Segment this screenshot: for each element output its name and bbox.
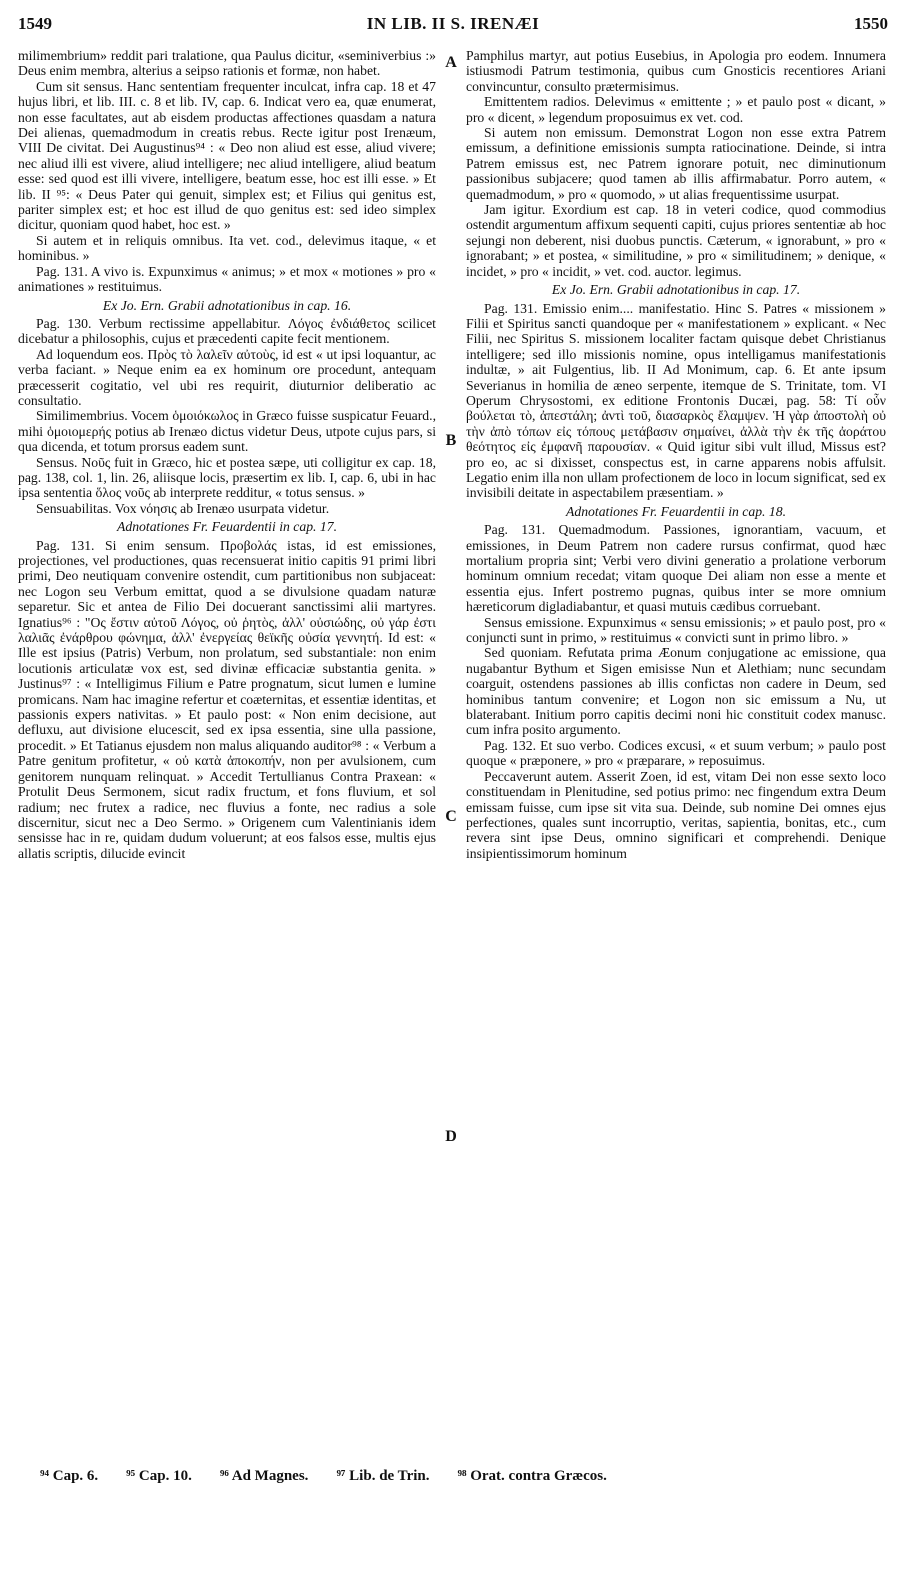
footnotes: [40, 1468, 888, 1485]
left-column-paragraph: Similimembrius. Vocem ὁμοιόκωλος in Græco fuisse suspicatur Feuard., mihi ὁμοιομερής potius ab Irenæo dictus videtur Deus, utpote cujus pars, si qua dicenda, et totum prorsus eadem sunt.: [18, 408, 436, 455]
left-column-paragraph: Adnotationes Fr. Feuardentii in cap. 17.: [117, 519, 337, 535]
footnote: ⁹⁵ Cap. 10.: [126, 1468, 192, 1484]
right-column-paragraph: Peccaverunt autem. Asserit Zoen, id est, vitam Dei non esse sexto loco constituendam in Plenitudine, sed potius primo: nec fingendum extra Deum emissam fuisse, cum ipse sit vita sua. Deinde, sub nomine Dei omnes ejus perfectiones, quales sunt incorruptio, veritas, sapientia, bonitas, etc., cum revera sint ipse Deus, omnino significari et comprehendi. Denique insipientissimorum hominum: [466, 768, 886, 861]
margin-letter-c: C: [445, 808, 457, 825]
margin-letter-a: A: [445, 54, 457, 71]
left-column-paragraph: Pag. 131. Si enim sensum. Προβολάς istas, id est emissiones, projectiones, vel productiones, quas recensuerat initio capitis 91 primi libri primi, Deo neutiquam convenire ostendit, cum partitionibus non subjaceat: nec Logon seu Verbum emittat, quod a se divulsione quadam naturæ separetur. Sic et antea de Filio Dei docuerant sanctissimi alii martyres. Ignatius⁹⁶ : "Ος ἔστιν αὐτοῦ Λόγος, οὐ ῥητὸς, ἀλλ' οὐσιώδης, οὐ γάρ ἐστι λαλιᾶς ἐνάρθρου φώνημα, ἀλλ' ἐνεργείας θεϊκῆς οὐσία γεννητή. Id est: « Ille est ipsius (Patris) Verbum, non prolatum, sed substantiale: non enim locutionis articulatæ vox est, sed divinæ efficaciæ substantia genita. » Justinus⁹⁷ : « Intelligimus Filium e Patre prognatum, sicut lumen e lumine promicans. Nam hac imagine refertur et coæternitas, et essentiæ identitas, et passionis expers nativitas. » Et paulo post: « Non enim decisione, aut defluxu, aut divisione elucescit, sed ex ipsa essentia, sine ulla passione, procedit. » Et Tatianus ejusdem non malus aliquando auditor⁹⁸ : « Verbum a Patre genitum profitetur, « οὐ κατὰ ἀποκοπήν, non per avulsionem, cum genitorem nunquam relinquat. » Accedit Tertullianus Contra Praxean: « Protulit Deus Sermonem, sicut radix fructum, et fons fluvium, et sol radium; nec frutex a radice, nec fluvius a fonte, nec radius a sole discernitur, sicut nec a Deo Sermo. » Origenem cum Valentinianis idem sensisse hac in re, quidam dudum voluerunt; at eos falsos esse, multis ejus allatis scriptis, dilucide evincit: [18, 537, 436, 861]
page-number-right: 1550: [854, 14, 888, 33]
left-column-paragraph: Ad loquendum eos. Πρὸς τὸ λαλεῖν αὐτοὺς, id est « ut ipsi loquantur, ac verba faciant. » Neque enim ea ex hominum ore procedunt, antequam præcesserit cogitatio, vel ubi res requirit, diuturnior deliberatio ac consultatio.: [18, 346, 436, 408]
running-title: IN LIB. II S. IRENÆI: [366, 14, 540, 33]
page-header: [18, 8, 888, 38]
left-column-paragraph: milimembrium» reddit pari tralatione, qua Paulus dicitur, «seminiverbius :» Deus enim membra, alterius a seipso rationis et formæ, non habet.: [18, 48, 436, 79]
right-column-paragraph: Pag. 132. Et suo verbo. Codices excusi, « et suum verbum; » paulo post quoque « præponere, » pro « præparare, » reposuimus.: [466, 737, 886, 769]
left-column: [18, 48, 436, 861]
right-column-paragraph: Ex Jo. Ern. Grabii adnotationibus in cap. 17.: [551, 282, 801, 298]
right-column-paragraph: Pag. 131. Quemadmodum. Passiones, ignorantiam, vacuum, et emissiones, in Deum Patrem non cadere rursus confirmat, quod hæc mortalium propria sint; Verbi vero divini generatio a prolatione verborum hominum omnium recedat; vitam quoque Dei aliam non esse a mente et essentia ejus. Infert postremo pugnas, quibus inter se more omnium hæreticorum digladiabantur, et quasi mutuis cædibus corruebant.: [466, 522, 886, 615]
right-column-paragraph: Pag. 131. Emissio enim.... manifestatio. Hinc S. Patres « missionem » Filii et Spiritus sancti quandoque per « manifestationem » explicant. « Nec Filii, nec Spiritus S. missionem localiter factam quisque debet Christianus intelligere; sed illo missionis nomine, opus intelligamus manifestationis indultæ, » ait Fulgentius, lib. II Ad Monimum, cap. 6. Et ante ipsum Severianus in homilia de æneo serpente, itemque de S. Trinitate, tom. VI Operum Chrysostomi, ex editione Frontonis Ducæi, pag. 58: Τί οὖν βούλεται τὸ, ἀπεστάλη; ἀντὶ τοῦ, διασαρκὸς ἔλαμψεν. Ἡ γὰρ ἀποστολὴ οὐ τὴν ἀπὸ τόπων εἰς τόπους μετάβασιν σημαίνει, ἀλλὰ τὴν ἐκ τῆς ἀοράτου θεότητος εἰς ἐμφανῆ παρουσίαν. « Quid igitur sibi vult illud, Missus est? pro eo, ac si dixisset, conspectus est, in carne apparens nobis affulsit. Legatio enim illa non ullam profectionem de loco in locum significat, sed ex invisibili deitate in aspectabilem præsentiam. »: [466, 300, 886, 501]
right-column-paragraph: Emittentem radios. Delevimus « emittente ; » et paulo post « dicant, » pro « dicent, » legendum proposuimus ex vet. cod.: [466, 94, 886, 125]
left-column-paragraph: Sensuabilitas. Vox νόησις ab Irenæo usurpata videtur.: [36, 500, 330, 516]
right-column-paragraph: Sensus emissione. Expunximus « sensu emissionis; » et paulo post, pro « conjuncti sunt in primo, » restituimus « convicti sunt in primo libro. »: [466, 614, 886, 646]
right-column-paragraph: Pamphilus martyr, aut potius Eusebius, in Apologia pro eodem. Innumera istiusmodi Patrum testimonia, quibus cum Gnosticis recentiores Ariani convincuntur, consulto prætermisimus.: [466, 48, 886, 94]
left-column-paragraph: Ex Jo. Ern. Grabii adnotationibus in cap. 16.: [102, 297, 352, 313]
footnote: ⁹⁴ Cap. 6.: [40, 1468, 99, 1484]
left-column-paragraph: Cum sit sensus. Hanc sententiam frequenter inculcat, infra cap. 18 et 47 hujus libri, et lib. III. c. 8 et lib. IV, cap. 6. Indicat vero ea, quæ enumerat, non esse facultates, aut ab eisdem productas affectiones quasdam a natura Dei alienas, quemadmodum in creatis rebus. Recte igitur post Irenæum, VIII De civitat. Dei Augustinus⁹⁴ : « Deo non aliud est esse, aliud vivere; nec aliud illi est vivere, aliud intelligere; nec aliud intelligere, aliud beatum esse: sed quod est illi vivere, intelligere, beatum esse, hoc est illi esse. » Et lib. II ⁹⁵: « Deus Pater qui genuit, simplex est; et Filius qui genitus est, pariter simplex est; et hoc est illud de quo genitus est: sed ideo simplex dicitur, quoniam quod habet, hoc est. »: [18, 78, 436, 233]
left-column-paragraph: Si autem et in reliquis omnibus. Ita vet. cod., delevimus itaque, « et hominibus. »: [18, 232, 436, 264]
left-column-paragraph: Pag. 130. Verbum rectissime appellabitur. Λόγος ἐνδιάθετος scilicet dicebatur a philosophis, cujus et præcedenti capite fecit mentionem.: [18, 315, 436, 347]
right-column-paragraph: Adnotationes Fr. Feuardentii in cap. 18.: [566, 503, 786, 519]
right-column-paragraph: Si autem non emissum. Demonstrat Logon non esse extra Patrem emissum, a definitione emissionis sumpta ratiocinatione. Deinde, si intra Patrem emissus est, nec Patrem ignorare potuit, nec diminutionum passionibus subjacere; quod tamen ab illis affirmabatur. Porro autem, « quemadmodum, » pro « quomodo, » ut alias frequentissime usurpat.: [466, 125, 886, 202]
footnote: ⁹⁶ Ad Magnes.: [219, 1468, 309, 1484]
right-column: [466, 48, 886, 861]
footnote: ⁹⁷ Lib. de Trin.: [336, 1468, 430, 1484]
footnote: ⁹⁸ Orat. contra Græcos.: [457, 1468, 607, 1484]
right-column-paragraph: Jam igitur. Exordium est cap. 18 in veteri codice, quod commodius ostendit argumentum affixum sequenti capiti, cujus priores sententiæ ab hoc sejungi non deberent, nisi duobus punctis. Cæterum, « ignorabunt, » pro « ignorabant; » et postea, « similitudine, » pro « similitudinem; » denique, « incidet, » pro « incidit, » vet. cod. auctor. legimus.: [466, 202, 886, 279]
page-number-left: 1549: [18, 14, 52, 33]
left-column-paragraph: Sensus. Νοῦς fuit in Græco, hic et postea sæpe, uti colligitur ex cap. 18, pag. 138, col. 1, lin. 26, aliisque locis, præsertim ex lib. I, cap. 6, ubi in hac ipsa sententia ὅλος νοῦς ab interprete redditur, « totus sensus. »: [18, 454, 436, 501]
margin-letter-d: D: [445, 1128, 457, 1145]
margin-letter-b: B: [445, 432, 457, 449]
right-column-paragraph: Sed quoniam. Refutata prima Æonum conjugatione ac emissione, qua nugabantur Bythum et Sigen emisisse Nun et Alethiam; nunc secundam coarguit, ostendens passiones ab illis confictas non cadere in Deum, sed hominibus tantum convenire; et Logon non sic emissum a Nu, ut blaterabant. Initium porro capitis decimi noni hic constituit codex manusc. cum infra posito argumento.: [466, 645, 886, 738]
left-column-paragraph: Pag. 131. A vivo is. Expunximus « animus; » et mox « motiones » pro « animationes » restituimus.: [18, 263, 436, 295]
